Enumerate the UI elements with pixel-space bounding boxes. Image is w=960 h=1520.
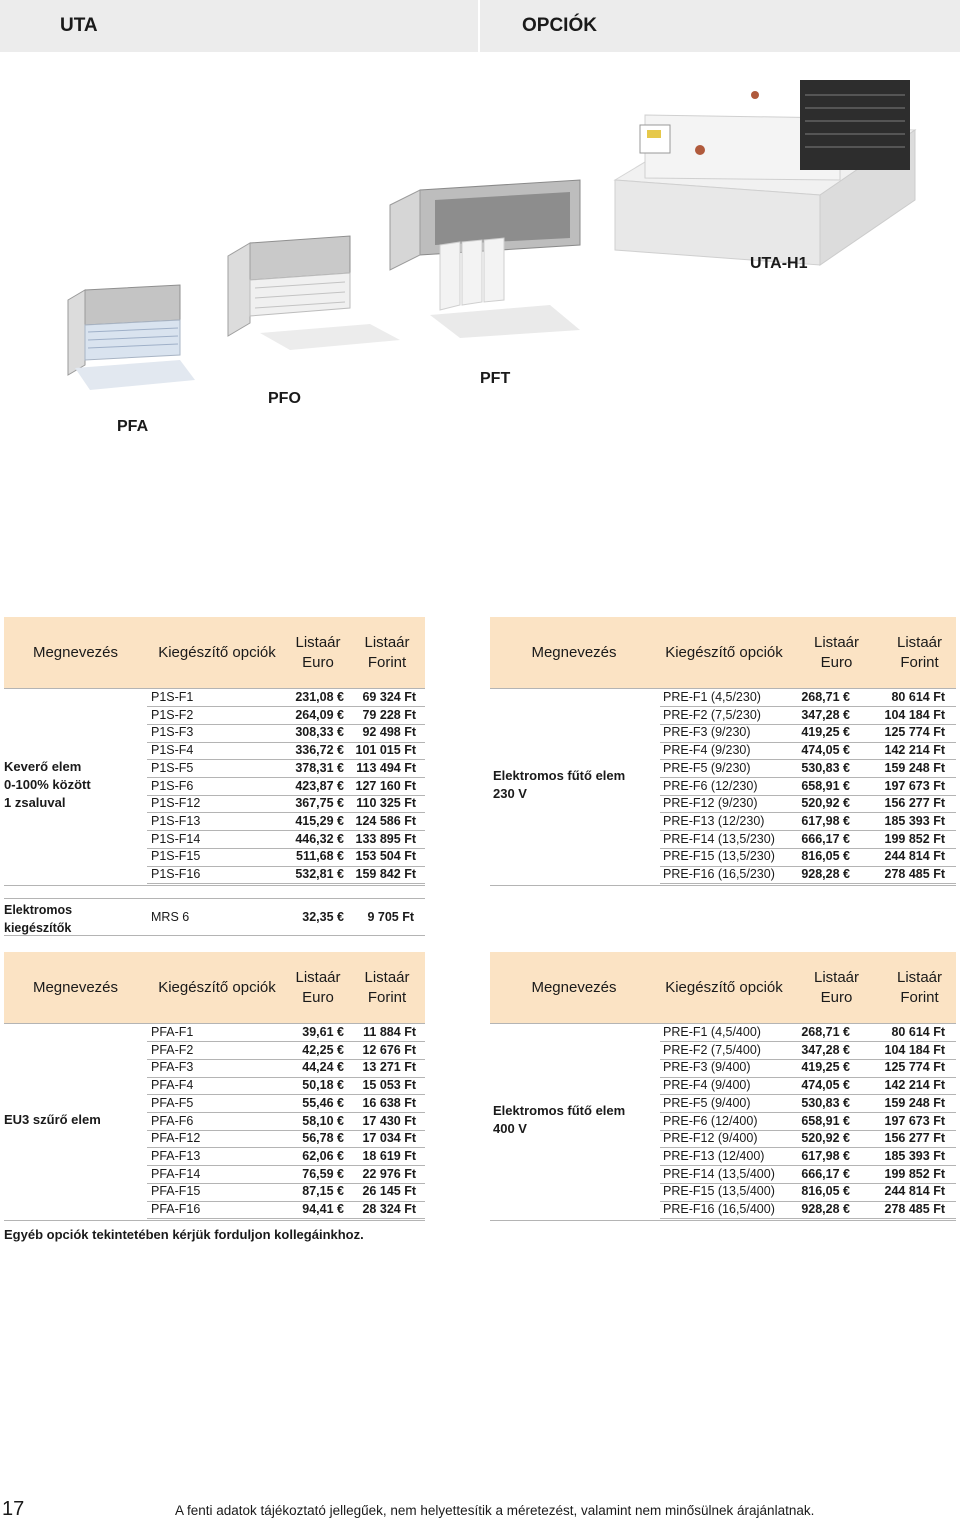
price-forint: 22 976 Ft [362, 1166, 416, 1181]
table-row [490, 1113, 956, 1131]
option-code: PFA-F15 [151, 1184, 201, 1199]
pft-filter-image [380, 170, 600, 340]
row-divider [4, 898, 425, 899]
price-forint: 16 638 Ft [362, 1095, 416, 1110]
price-forint: 278 485 Ft [884, 1202, 945, 1216]
price-euro: 264,09 € [295, 707, 344, 722]
col-header-name: Megnevezés [531, 979, 617, 996]
price-euro: 94,41 € [302, 1202, 344, 1216]
col-header-euro [790, 952, 883, 1024]
price-forint: 199 852 Ft [884, 831, 945, 846]
col-header-euro [287, 952, 349, 1024]
table-row [490, 1077, 956, 1095]
option-code: PFA-F13 [151, 1148, 201, 1163]
price-euro: 268,71 € [801, 690, 850, 704]
page-number: 17 [2, 1498, 25, 1520]
row-divider [4, 935, 425, 936]
price-forint: 199 852 Ft [884, 1166, 945, 1181]
price-forint: 80 614 Ft [891, 690, 945, 704]
price-forint: 104 184 Ft [884, 1042, 945, 1057]
table-row [4, 1024, 425, 1042]
table-header [490, 952, 956, 1024]
col-header-forint-line2: Forint [367, 989, 407, 1006]
price-euro: 76,59 € [302, 1166, 344, 1181]
price-forint: 159 842 Ft [355, 867, 416, 881]
table-row [4, 1130, 425, 1148]
table-row [4, 848, 425, 866]
col-header-options: Kiegészítő opciók [665, 644, 783, 661]
table-row [4, 760, 425, 778]
heater-230-price-table [490, 617, 956, 887]
col-header-options: Kiegészítő opciók [158, 644, 276, 661]
col-header-euro-line1: Listaár [813, 969, 860, 986]
col-header-euro-line2: Euro [302, 654, 334, 671]
price-euro: 55,46 € [302, 1095, 344, 1110]
table-row [490, 1130, 956, 1148]
table-row [4, 1201, 425, 1219]
table-header [4, 952, 425, 1024]
table-header [490, 617, 956, 689]
price-euro: 62,06 € [302, 1148, 344, 1163]
price-forint: 101 015 Ft [355, 743, 416, 758]
option-code: PRE-F2 (7,5/400) [663, 1042, 761, 1057]
table-row [490, 1095, 956, 1113]
table-row [4, 1042, 425, 1060]
group-bottom-divider [4, 885, 425, 886]
table-row [490, 795, 956, 813]
price-euro: 530,83 € [801, 1095, 850, 1110]
col-header-euro-line1: Listaár [813, 634, 860, 651]
price-forint: 159 248 Ft [884, 1095, 945, 1110]
table-row [4, 1095, 425, 1113]
option-code: PRE-F13 (12/400) [663, 1148, 765, 1163]
option-code: PFA-F2 [151, 1042, 194, 1057]
price-forint: 278 485 Ft [884, 867, 945, 881]
mixer-price-table [4, 617, 425, 887]
table-row [4, 1166, 425, 1184]
col-header-options: Kiegészítő opciók [158, 979, 276, 996]
price-euro: 520,92 € [801, 796, 850, 811]
price-euro: 44,24 € [302, 1060, 344, 1075]
price-forint: 133 895 Ft [355, 831, 416, 846]
col-header-options: Kiegészítő opciók [665, 979, 783, 996]
price-euro: 308,33 € [295, 725, 344, 740]
price-forint: 69 324 Ft [362, 690, 416, 704]
option-code: P1S-F3 [151, 725, 194, 740]
price-forint: 80 614 Ft [891, 1025, 945, 1039]
price-euro: 666,17 € [801, 831, 850, 846]
table-row [4, 909, 425, 927]
option-code: PRE-F15 (13,5/400) [663, 1184, 775, 1199]
col-header-name: Megnevezés [531, 644, 617, 661]
uta-h1-caption: UTA-H1 [750, 255, 808, 272]
header-section-title: UTA [0, 0, 480, 52]
price-euro: 419,25 € [801, 725, 850, 740]
price-forint: 124 586 Ft [355, 813, 416, 828]
col-header-euro-line2: Euro [820, 989, 853, 1006]
option-code: PRE-F1 (4,5/230) [663, 690, 761, 704]
pfo-caption: PFO [268, 390, 301, 407]
option-code: P1S-F2 [151, 707, 194, 722]
group-label-line: kiegészítők [4, 921, 72, 935]
table-row [4, 795, 425, 813]
price-euro: 367,75 € [295, 796, 344, 811]
price-forint: 12 676 Ft [362, 1042, 416, 1057]
option-code: PRE-F12 (9/230) [663, 796, 758, 811]
table-row [4, 1059, 425, 1077]
price-euro: 816,05 € [801, 1184, 850, 1199]
price-forint: 26 145 Ft [362, 1184, 416, 1199]
col-header-forint-line1: Listaár [896, 969, 943, 986]
option-code: PRE-F6 (12/400) [663, 1113, 758, 1128]
group-label-line: 1 zsaluval [4, 795, 66, 810]
price-euro: 474,05 € [801, 1078, 850, 1093]
table-row [4, 1113, 425, 1131]
table-row [490, 1059, 956, 1077]
option-code: PFA-F5 [151, 1095, 194, 1110]
price-euro: 56,78 € [302, 1131, 344, 1146]
footer-disclaimer: A fenti adatok tájékoztató jellegűek, nem helyettesítik a méretezést, valamint nem minősülnek árajánlatnak. [175, 1503, 815, 1518]
table-row [490, 689, 956, 707]
price-forint: 92 498 Ft [362, 725, 416, 740]
table-row [490, 760, 956, 778]
table-row [490, 724, 956, 742]
col-header-forint-line1: Listaár [364, 634, 410, 651]
option-code: PFA-F14 [151, 1166, 201, 1181]
price-euro: 928,28 € [801, 867, 850, 881]
pfa-filter-image [60, 280, 200, 400]
table-row [490, 813, 956, 831]
option-code: PRE-F2 (7,5/230) [663, 707, 761, 722]
group-top-divider [4, 688, 425, 689]
price-euro: 42,25 € [302, 1042, 344, 1057]
col-header-euro-line1: Listaár [295, 634, 341, 651]
group-label-line: Elektromos [4, 903, 73, 917]
price-euro: 617,98 € [801, 813, 850, 828]
group-label-line: 0-100% között [4, 777, 91, 792]
table-row [490, 742, 956, 760]
price-forint: 18 619 Ft [362, 1148, 416, 1163]
group-top-divider [490, 1023, 956, 1024]
group-top-divider [4, 1023, 425, 1024]
header-options-title: OPCIÓK [522, 15, 597, 36]
price-forint: 185 393 Ft [884, 1148, 945, 1163]
pfo-filter-image [220, 228, 410, 358]
price-forint: 159 248 Ft [884, 760, 945, 775]
price-euro: 268,71 € [801, 1025, 850, 1039]
price-euro: 336,72 € [295, 743, 344, 758]
option-code: PRE-F4 (9/400) [663, 1078, 751, 1093]
group-label-line: Elektromos fűtő elem [493, 768, 626, 783]
option-code: PFA-F3 [151, 1060, 194, 1075]
col-header-name: Megnevezés [32, 644, 119, 661]
price-forint: 79 228 Ft [362, 707, 416, 722]
table-row [4, 778, 425, 796]
price-forint: 156 277 Ft [884, 796, 945, 811]
option-code: P1S-F16 [151, 867, 201, 881]
table-row [490, 1148, 956, 1166]
price-forint: 113 494 Ft [356, 760, 416, 775]
price-euro: 50,18 € [302, 1078, 344, 1093]
option-code: P1S-F1 [151, 690, 194, 704]
table-row [490, 831, 956, 849]
table-row [4, 866, 425, 884]
price-euro: 532,81 € [295, 867, 344, 881]
table-row [4, 707, 425, 725]
col-header-euro [790, 617, 883, 689]
option-code: PFA-F12 [151, 1131, 201, 1146]
price-euro: 474,05 € [801, 743, 850, 758]
option-code: PRE-F12 (9/400) [663, 1131, 758, 1146]
table-row [4, 831, 425, 849]
col-header-forint [349, 952, 425, 1024]
table-row [4, 1183, 425, 1201]
price-euro: 530,83 € [801, 760, 850, 775]
price-forint: 127 160 Ft [355, 778, 416, 793]
price-forint: 104 184 Ft [884, 707, 945, 722]
pft-caption: PFT [480, 370, 511, 387]
option-code: PRE-F14 (13,5/230) [663, 831, 775, 846]
price-forint: 17 430 Ft [362, 1113, 416, 1128]
price-euro: 378,31 € [295, 760, 344, 775]
col-header-forint [349, 617, 425, 689]
option-code: PFA-F16 [151, 1202, 201, 1216]
page-header [0, 0, 960, 52]
group-top-divider [490, 688, 956, 689]
price-euro: 658,91 € [801, 778, 850, 793]
table-row [4, 1148, 425, 1166]
price-euro: 928,28 € [801, 1202, 850, 1216]
price-forint: 11 884 Ft [363, 1025, 416, 1039]
option-code: PFA-F4 [151, 1078, 194, 1093]
table-row [490, 1166, 956, 1184]
option-code: P1S-F14 [151, 831, 201, 846]
table-row [490, 1024, 956, 1042]
option-code: PRE-F1 (4,5/400) [663, 1025, 761, 1039]
price-forint: 142 214 Ft [884, 743, 945, 758]
option-code: P1S-F4 [151, 743, 194, 758]
col-header-euro-line2: Euro [820, 654, 853, 671]
col-header-forint-line1: Listaár [364, 969, 410, 986]
group-label-line: EU3 szűrő elem [4, 1112, 101, 1127]
price-euro: 816,05 € [801, 849, 850, 864]
table-row [490, 848, 956, 866]
table-row [490, 778, 956, 796]
price-forint: 156 277 Ft [884, 1131, 945, 1146]
price-forint: 153 504 Ft [355, 849, 416, 864]
table-header [4, 617, 425, 689]
option-code: PFA-F6 [151, 1113, 194, 1128]
option-code: PFA-F1 [151, 1025, 194, 1039]
price-euro: 520,92 € [801, 1131, 850, 1146]
col-header-forint-line2: Forint [900, 989, 939, 1006]
group-label-line: Keverő elem [4, 759, 82, 774]
table-row [490, 866, 956, 884]
group-label-line: 230 V [493, 786, 527, 801]
price-euro: 419,25 € [801, 1060, 850, 1075]
option-code: PRE-F4 (9/230) [663, 743, 751, 758]
option-code: PRE-F3 (9/230) [663, 725, 751, 740]
col-header-name: Megnevezés [32, 979, 119, 996]
price-euro: 32,35 € [302, 910, 344, 924]
price-forint: 125 774 Ft [884, 1060, 945, 1075]
price-euro: 39,61 € [302, 1025, 344, 1039]
group-label-line: 400 V [493, 1121, 527, 1136]
table-row [4, 1077, 425, 1095]
price-euro: 347,28 € [801, 1042, 850, 1057]
price-forint: 185 393 Ft [884, 813, 945, 828]
price-forint: 13 271 Ft [362, 1060, 416, 1075]
table-row [4, 689, 425, 707]
col-header-forint-line2: Forint [367, 654, 407, 671]
col-header-forint [883, 952, 956, 1024]
price-euro: 87,15 € [302, 1184, 344, 1199]
price-euro: 347,28 € [801, 707, 850, 722]
option-code: PRE-F6 (12/230) [663, 778, 758, 793]
price-euro: 658,91 € [801, 1113, 850, 1128]
price-forint: 125 774 Ft [884, 725, 945, 740]
group-label-line: Elektromos fűtő elem [493, 1103, 626, 1118]
option-code: P1S-F6 [151, 778, 194, 793]
option-code: PRE-F15 (13,5/230) [663, 849, 775, 864]
price-euro: 423,87 € [295, 778, 344, 793]
option-code: PRE-F3 (9/400) [663, 1060, 751, 1075]
table-row [490, 1201, 956, 1219]
table-row [490, 707, 956, 725]
option-code: PRE-F13 (12/230) [663, 813, 765, 828]
filter-price-table [4, 952, 425, 1222]
option-code: P1S-F12 [151, 796, 201, 811]
price-forint: 197 673 Ft [884, 778, 945, 793]
col-header-forint-line1: Listaár [896, 634, 943, 651]
price-euro: 58,10 € [302, 1113, 344, 1128]
option-code: PRE-F5 (9/230) [663, 760, 751, 775]
group-bottom-divider [4, 1220, 425, 1221]
table-row [490, 1042, 956, 1060]
table-row [4, 742, 425, 760]
accessories-table [4, 898, 425, 938]
option-code: P1S-F13 [151, 813, 201, 828]
option-code: PRE-F14 (13,5/400) [663, 1166, 775, 1181]
group-bottom-divider [490, 885, 956, 886]
price-forint: 142 214 Ft [884, 1078, 945, 1093]
group-bottom-divider [490, 1220, 956, 1221]
table-row [490, 1183, 956, 1201]
heater-400-price-table [490, 952, 956, 1222]
price-forint: 244 814 Ft [884, 1184, 945, 1199]
table-row [4, 724, 425, 742]
price-euro: 617,98 € [801, 1148, 850, 1163]
option-code: PRE-F16 (16,5/230) [663, 867, 775, 881]
price-euro: 511,68 € [296, 849, 344, 864]
price-forint: 15 053 Ft [362, 1078, 416, 1093]
col-header-euro [287, 617, 349, 689]
option-code: MRS 6 [151, 910, 190, 924]
table-row [4, 813, 425, 831]
price-forint: 244 814 Ft [884, 849, 945, 864]
option-code: PRE-F5 (9/400) [663, 1095, 751, 1110]
contact-note: Egyéb opciók tekintetében kérjük forduljon kollegáinkhoz. [4, 1227, 364, 1242]
price-forint: 9 705 Ft [367, 910, 414, 924]
col-header-forint-line2: Forint [900, 654, 939, 671]
option-code: P1S-F15 [151, 849, 201, 864]
price-euro: 666,17 € [801, 1166, 850, 1181]
pfa-caption: PFA [117, 418, 149, 435]
price-euro: 415,29 € [295, 813, 344, 828]
price-forint: 28 324 Ft [362, 1202, 416, 1216]
col-header-euro-line1: Listaár [295, 969, 341, 986]
price-forint: 110 325 Ft [356, 796, 416, 811]
option-code: P1S-F5 [151, 760, 194, 775]
price-forint: 17 034 Ft [362, 1131, 416, 1146]
option-code: PRE-F16 (16,5/400) [663, 1202, 775, 1216]
price-euro: 231,08 € [295, 690, 344, 704]
col-header-euro-line2: Euro [302, 989, 334, 1006]
price-euro: 446,32 € [295, 831, 344, 846]
col-header-forint [883, 617, 956, 689]
price-forint: 197 673 Ft [884, 1113, 945, 1128]
